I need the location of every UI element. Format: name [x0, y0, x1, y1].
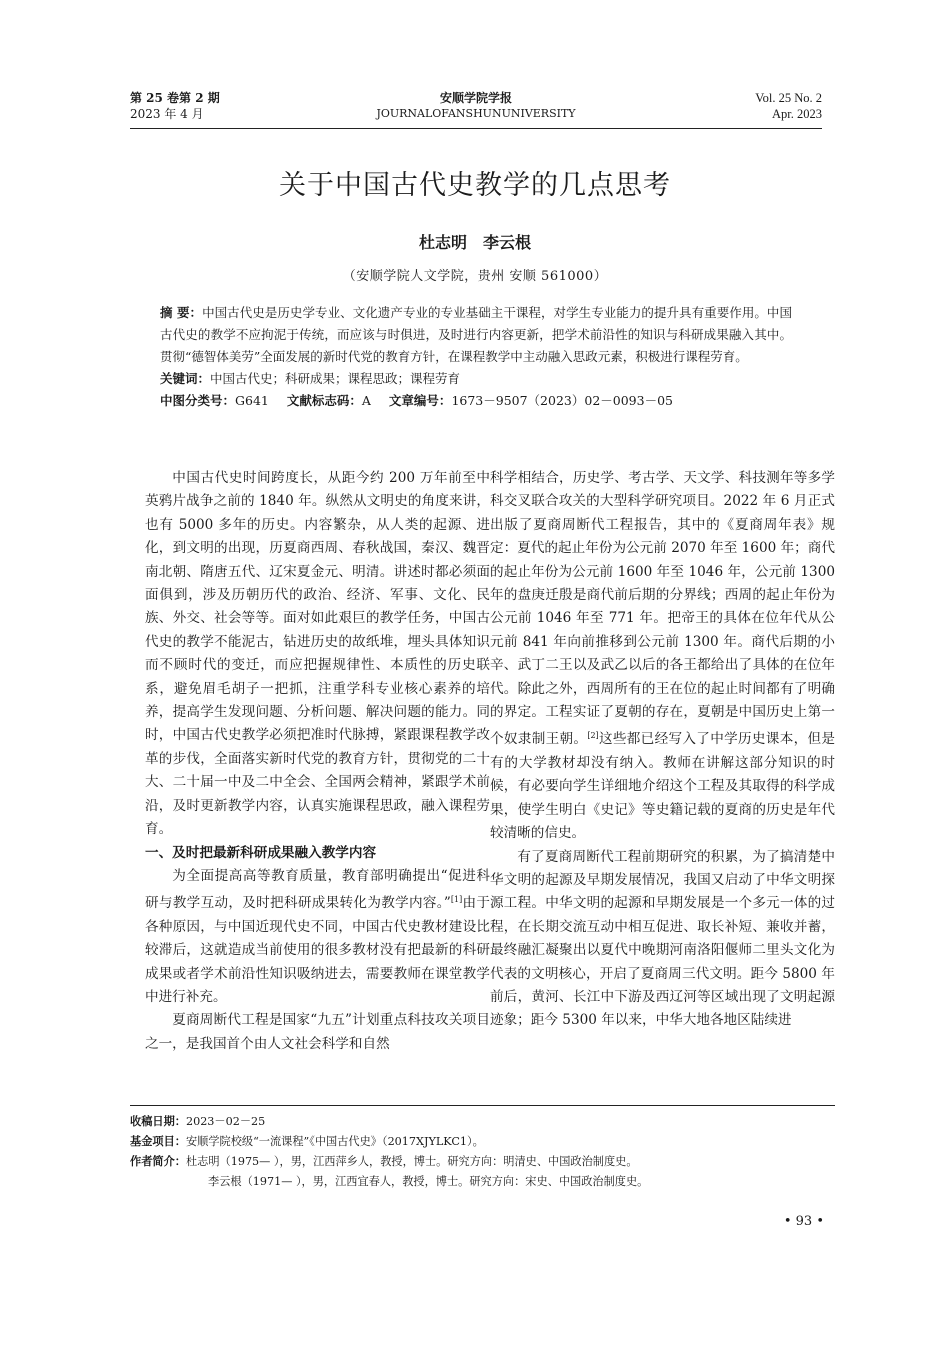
author-bio-label: 作者简介： [130, 1155, 186, 1168]
body-paragraph: 夏商周断代工程是国家“九五”计划重点科技攻关项目之一，是我国首个由人文社会科学和自然 [145, 1012, 490, 1052]
fund-value: 安顺学院校级“一流课程”《中国古代史》（2017XJYLKC1）。 [185, 1135, 484, 1148]
received-date [130, 1112, 835, 1132]
article-title: 关于中国古代史教学的几点思考 [279, 170, 671, 201]
journal-name [130, 90, 822, 122]
author-bio-2: 李云根（1971— ），男，江西宜春人，教授，博士。研究方向：宋史、中国政治制度史。 [208, 1175, 649, 1188]
keywords-label: 关键词： [160, 371, 211, 386]
article-footnotes [130, 1105, 835, 1192]
clc-label: 中图分类号： [160, 393, 236, 408]
body-column-left [145, 467, 490, 1056]
fund-info [130, 1132, 835, 1152]
author-name: 杜志明 [418, 233, 467, 252]
body-column-right [490, 467, 835, 1033]
page-number: • 93 • [783, 1214, 824, 1229]
doc-code-value: A [361, 393, 371, 408]
paragraph-text: 科学相结合，历史学、考古学、天文学、科技测年等多学科交叉联合攻关的大型科学研究项目。2022 年 6 月正式出版了夏商周断代工程报告，其中的《夏商周年表》规定：夏代的起止年份为公元前 2070 年至 1600 年；商代的起止年份为公元前 1600 年至 1046 年，公元前 1300 年的盘庚迁殷是商代前后期的分界线；西周的起止年份为公元前 1046 年至 771 年。把帝王的具体在位年代从公元前 841 年向前推移到公元前 1300 年。商代后期的小辛、武丁二王以及武乙以后的各王都给出了具体的在位年代。除此之外，西周所有的王在位的起止时间都有了明确的界定。工程实证了夏朝的存在，夏朝是中国历史上第一个奴隶制王朝。 [490, 470, 835, 748]
running-header [130, 90, 822, 129]
abstract-text: 中国古代史是历史学专业、文化遗产专业的专业基础主干课程，对学生专业能力的提升具有重要作用。中国古代史的教学不应拘泥于传统，而应该与时俱进，及时进行内容更新，把学术前沿性的知识与科研成果融入其中。贯彻“德智体美劳”全面发展的新时代党的教育方针，在课程教学中主动融入思政元素，积极进行课程劳育。 [160, 305, 792, 364]
author-bio [130, 1152, 835, 1172]
date-en: Apr. 2023 [772, 107, 822, 121]
keywords [160, 368, 792, 390]
paragraph-text: 这些都已经写入了中学历史课本，但是有的大学教材却没有纳入。教师在讲解这部分知识的时候，有必要向学生详细地介绍这个工程及其取得的科学成果，使学生明白《史记》等史籍记载的夏商的历史是年代较清晰的信史。 [490, 731, 836, 842]
section-heading: 一、及时把最新科研成果融入教学内容 [145, 844, 377, 861]
classification-line [160, 390, 792, 412]
volume-issue-en: Vol. 25 No. 2 [755, 91, 822, 105]
clc-value: G641 [235, 393, 269, 408]
abstract-label: 摘 要： [160, 305, 203, 320]
author-name: 李云根 [483, 233, 532, 252]
body-paragraph: 中国古代史时间跨度长，从距今约 200 万年前至中英鸦片战争之前的 1840 年。纵然从文明史的角度来讲，也有 5000 多年的历史。内容繁杂，从人类的起源、进化，到文明的出现，历夏商西周、春秋战国，秦汉、魏晋南北朝、隋唐五代、辽宋夏金元、明清。讲述时都必须面面俱到，涉及历朝历代的政治、经济、军事、文化、民族、外交、社会等等。面对如此艰巨的教学任务，中国古代史的教学不能泥古，钻进历史的故纸堆，埋头具体知识而不顾时代的变迁，而应把握规律性、本质性的历史联系，避免眉毛胡子一把抓，注重学科专业核心素养的培养，提高学生发现问题、分析问题、解决问题的能力。同时，中国古代史教学必须把准时代脉搏，紧跟课程教学改革的步伐，全面落实新时代党的教育方针，贯彻党的二十大、二十届一中及二中全会、全国两会精神，紧跟学术前沿，及时更新教学内容，认真实施课程思政，融入课程劳育。 [145, 470, 490, 838]
affiliation: （安顺学院人文学院，贵州 安顺 561000） [342, 269, 608, 284]
received-value: 2023－02－25 [185, 1115, 266, 1128]
date-cn: 2023 年 4 月 [130, 107, 204, 121]
author-bio [130, 1172, 835, 1192]
doc-code-label: 文献标志码： [286, 393, 362, 408]
volume-issue-cn: 第 25 卷第 2 期 [130, 91, 220, 105]
abstract-block [160, 302, 792, 412]
citation-ref: [2] [587, 731, 599, 741]
article-no-label: 文章编号： [388, 393, 452, 408]
issue-info-en [755, 90, 822, 122]
body-paragraph: 有了夏商周断代工程前期研究的积累，为了搞清楚中华文明的起源及早期发展情况，我国又启动了中华文明探源工程。中华文明的起源和早期发展是一个多元一体的过程，在长期交流互动中相互促进、取长补短、兼收并蓄，最终融汇凝聚出以夏代中晚期河南洛阳偃师二里头文化为代表的文明核心，开启了夏商周三代文明。距今 5800 年前后，黄河、长江中下游及西辽河等区域出现了文明起源迹象；距今 5300 年以来，中华大地各地区陆续进 [490, 848, 835, 1029]
fund-label: 基金项目： [130, 1135, 186, 1148]
author-bio-1: 杜志明（1975— ），男，江西萍乡人，教授，博士。研究方向：明清史、中国政治制度史。 [185, 1155, 638, 1168]
journal-name-en: JOURNALOFANSHUNUNIVERSITY [376, 107, 576, 120]
abstract [160, 302, 792, 368]
keywords-text: 中国古代史；科研成果；课程思政；课程劳育 [210, 371, 461, 386]
received-label: 收稿日期： [130, 1115, 186, 1128]
body-paragraph [145, 865, 490, 1009]
body-paragraph-continued [490, 467, 835, 846]
paragraph-text: 为全面提高高等教育质量，教育部明确提出“促进科研与教学互动，及时把科研成果转化为教学内容。” [145, 867, 490, 912]
paragraph-text: 由于各种原因，与中国近现代史不同，中国古代史教材建设比较滞后，这就造成当前使用的很多教材没有把最新的科研成果或者学术前沿性知识吸纳进去，需要教师在课堂教学中进行补充。 [145, 895, 490, 1005]
journal-name-cn: 安顺学院学报 [439, 91, 512, 105]
article-no-value: 1673－9507（2023）02－0093－05 [451, 393, 673, 408]
author-list [0, 230, 950, 253]
citation-ref: [1] [450, 895, 463, 905]
